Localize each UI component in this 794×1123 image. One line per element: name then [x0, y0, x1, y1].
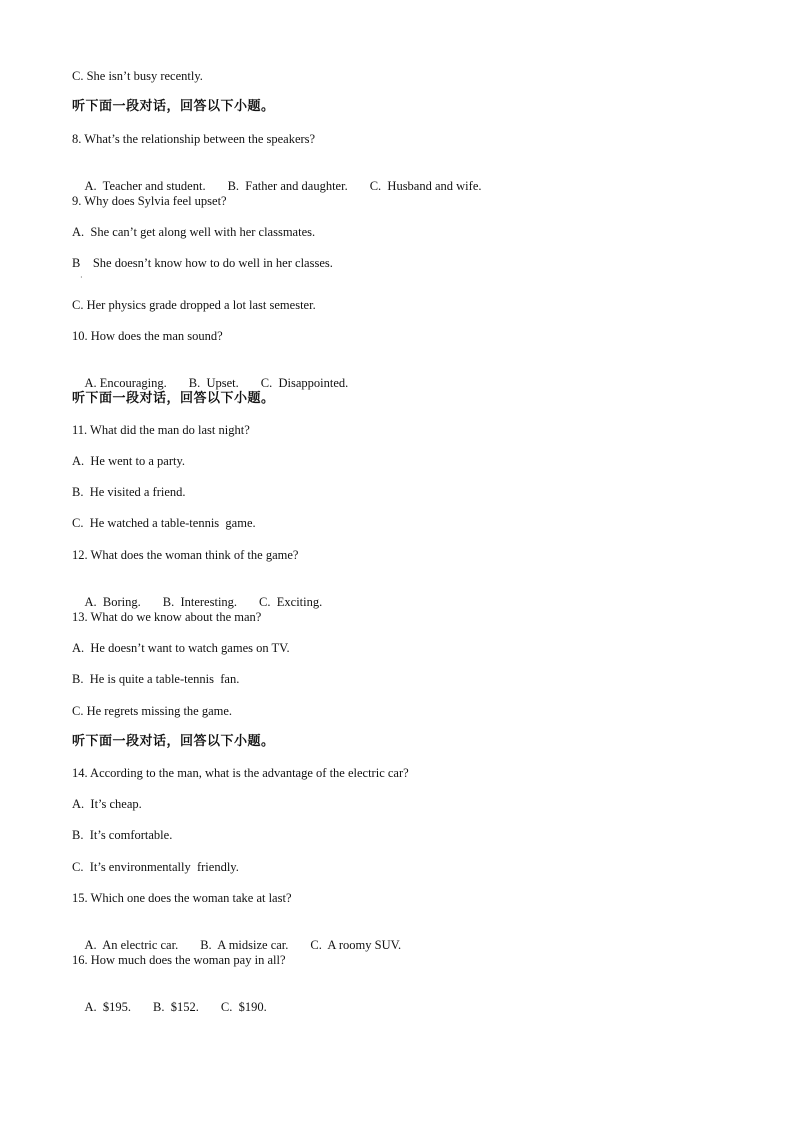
question-9: 9. Why does Sylvia feel upset?: [72, 194, 227, 208]
section-heading-3: 听下面一段对话，回答以下小题。: [72, 734, 275, 749]
option-11b: B. He visited a friend.: [72, 485, 186, 499]
option-15a: A. An electric car.: [84, 938, 179, 952]
question-13: 13. What do we know about the man?: [72, 610, 262, 624]
option-9b: B She doesn’t know how to do well in her classes.: [72, 256, 333, 270]
question-15: 15. Which one does the woman take at last?: [72, 891, 292, 905]
option-13b: B. He is quite a table-tennis fan.: [72, 672, 240, 686]
section-heading-1: 听下面一段对话，回答以下小题。: [72, 99, 275, 114]
option-14a: A. It’s cheap.: [72, 797, 142, 811]
question-8: 8. What’s the relationship between the speakers?: [72, 132, 316, 146]
option-12a: A. Boring.: [84, 595, 141, 609]
section-heading-2: 听下面一段对话，回答以下小题。: [72, 391, 275, 406]
option-10c: C. Disappointed.: [260, 376, 349, 390]
option-14c: C. It’s environmentally friendly.: [72, 860, 239, 874]
option-8b: B. Father and daughter.: [227, 179, 348, 193]
option-8a: A. Teacher and student.: [84, 179, 206, 193]
question-16-options: [72, 983, 289, 1031]
option-9a: A. She can’t get along well with her classmates.: [72, 225, 316, 239]
option-7c: C. She isn’t busy recently.: [72, 69, 203, 83]
question-11: 11. What did the man do last night?: [72, 423, 250, 437]
option-12c: C. Exciting.: [259, 595, 323, 609]
stray-mark: ·: [80, 273, 83, 282]
option-15c: C. A roomy SUV.: [310, 938, 402, 952]
option-9c: C. Her physics grade dropped a lot last semester.: [72, 298, 316, 312]
option-15b: B. A midsize car.: [200, 938, 289, 952]
question-12: 12. What does the woman think of the game?: [72, 548, 299, 562]
option-8c: C. Husband and wife.: [369, 179, 482, 193]
option-10b: B. Upset.: [188, 376, 239, 390]
question-14: 14. According to the man, what is the advantage of the electric car?: [72, 766, 409, 780]
option-16b: B. $152.: [153, 1000, 199, 1014]
question-16: 16. How much does the woman pay in all?: [72, 953, 286, 967]
option-11a: A. He went to a party.: [72, 454, 186, 468]
option-13c: C. He regrets missing the game.: [72, 704, 233, 718]
option-13a: A. He doesn’t want to watch games on TV.: [72, 641, 290, 655]
question-10: 10. How does the man sound?: [72, 329, 223, 343]
option-16a: A. $195.: [84, 1000, 132, 1014]
option-10a: A. Encouraging.: [84, 376, 167, 390]
option-16c: C. $190.: [220, 1000, 267, 1014]
option-14b: B. It’s comfortable.: [72, 828, 173, 842]
option-12b: B. Interesting.: [162, 595, 238, 609]
option-11c: C. He watched a table-tennis game.: [72, 516, 256, 530]
